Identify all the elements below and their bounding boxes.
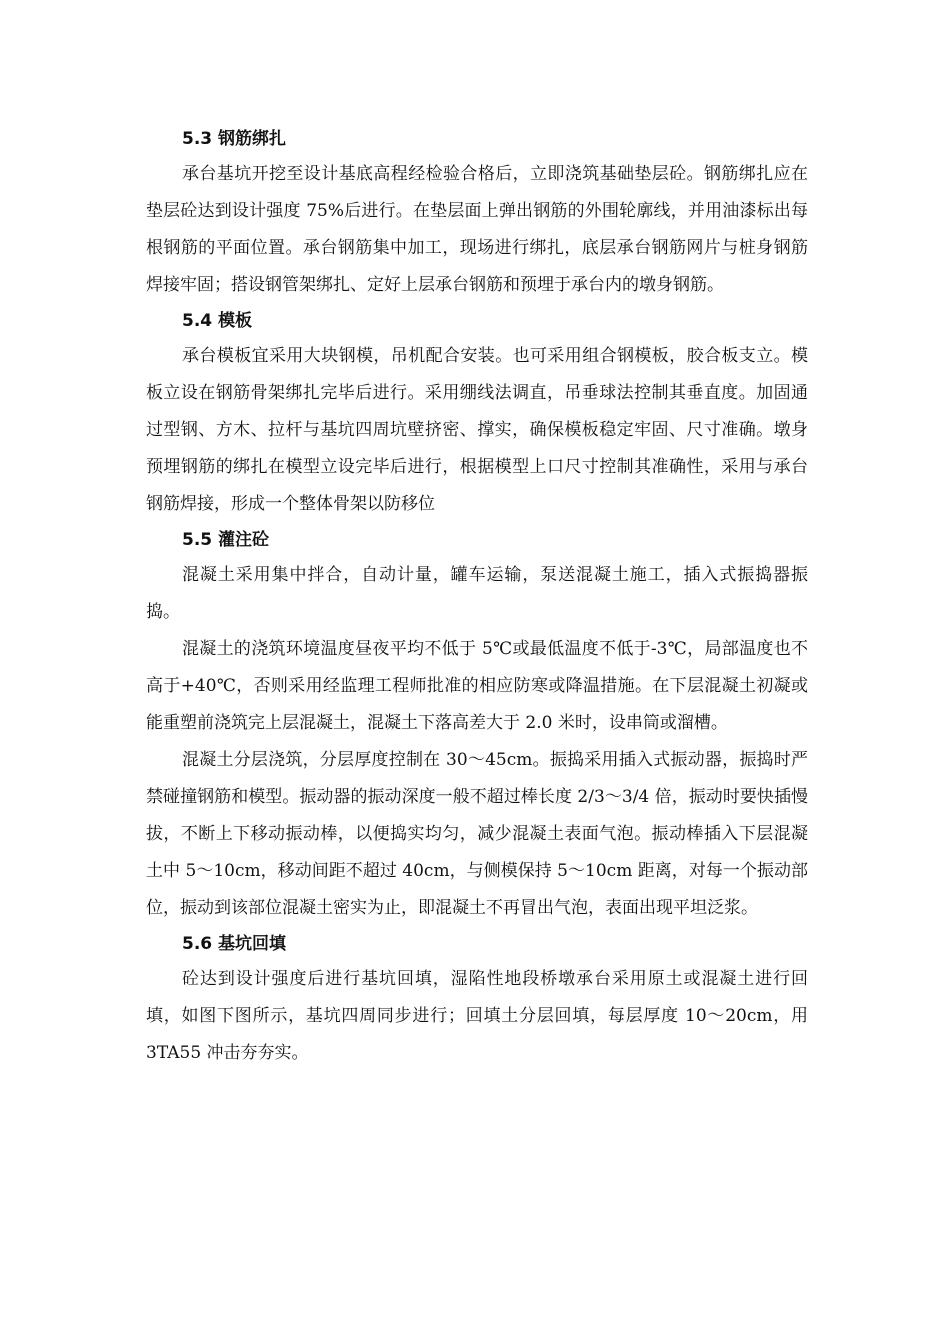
paragraph: 承台基坑开挖至设计基底高程经检验合格后，立即浇筑基础垫层砼。钢筋绑扎应在垫层砼达到设计强度 75%后进行。在垫层面上弹出钢筋的外围轮廓线，并用油漆标出每根钢筋的平面位置。承台钢筋集中加工，现场进行绑扎，底层承台钢筋网片与桩身钢筋焊接牢固；搭设钢管架绑扎、定好上层承台钢筋和预埋于承台内的墩身钢筋。 <box>146 164 808 295</box>
section-heading: 5.6 基坑回填 <box>182 934 287 954</box>
section-concrete-pouring <box>146 523 808 927</box>
section-backfill <box>146 927 808 1072</box>
paragraph: 混凝土分层浇筑，分层厚度控制在 30～45cm。振捣采用插入式振动器，振捣时严禁碰撞钢筋和模型。振动器的振动深度一般不超过棒长度 2/3～3/4 倍，振动时要快插慢拔，不断上下移动振动棒，以便捣实均匀，减少混凝土表面气泡。振动棒插入下层混凝土中 5～10cm，移动间距不超过 40cm，与侧模保持 5～10cm 距离，对每一个振动部位，振动到该部位混凝土密实为止，即混凝土不再冒出气泡，表面出现平坦泛浆。 <box>146 750 808 918</box>
section-heading: 5.3 钢筋绑扎 <box>182 129 287 149</box>
section-heading: 5.4 模板 <box>182 311 253 331</box>
paragraph: 承台模板宜采用大块钢模，吊机配合安装。也可采用组合钢模板，胶合板支立。模板立设在钢筋骨架绑扎完毕后进行。采用绷线法调直，吊垂球法控制其垂直度。加固通过型钢、方木、拉杆与基坑四周坑壁挤密、撑实，确保模板稳定牢固、尺寸准确。墩身预埋钢筋的绑扎在模型立设完毕后进行，根据模型上口尺寸控制其准确性，采用与承台钢筋焊接，形成一个整体骨架以防移位 <box>146 346 808 514</box>
paragraph: 混凝土采用集中拌合，自动计量，罐车运输，泵送混凝土施工，插入式振捣器振捣。 <box>146 565 808 622</box>
section-formwork <box>146 304 808 523</box>
paragraph: 砼达到设计强度后进行基坑回填，湿陷性地段桥墩承台采用原土或混凝土进行回填，如图下图所示，基坑四周同步进行；回填土分层回填，每层厚度 10～20cm，用 3TA55 冲击夯夯实。 <box>146 969 808 1063</box>
section-rebar-binding <box>146 122 808 304</box>
document-page <box>146 122 808 1072</box>
section-heading: 5.5 灌注砼 <box>182 530 270 550</box>
paragraph: 混凝土的浇筑环境温度昼夜平均不低于 5℃或最低温度不低于-3℃，局部温度也不高于+40℃，否则采用经监理工程师批准的相应防寒或降温措施。在下层混凝土初凝或能重塑前浇筑完上层混凝土，混凝土下落高差大于 2.0 米时，设串筒或溜槽。 <box>146 639 808 733</box>
